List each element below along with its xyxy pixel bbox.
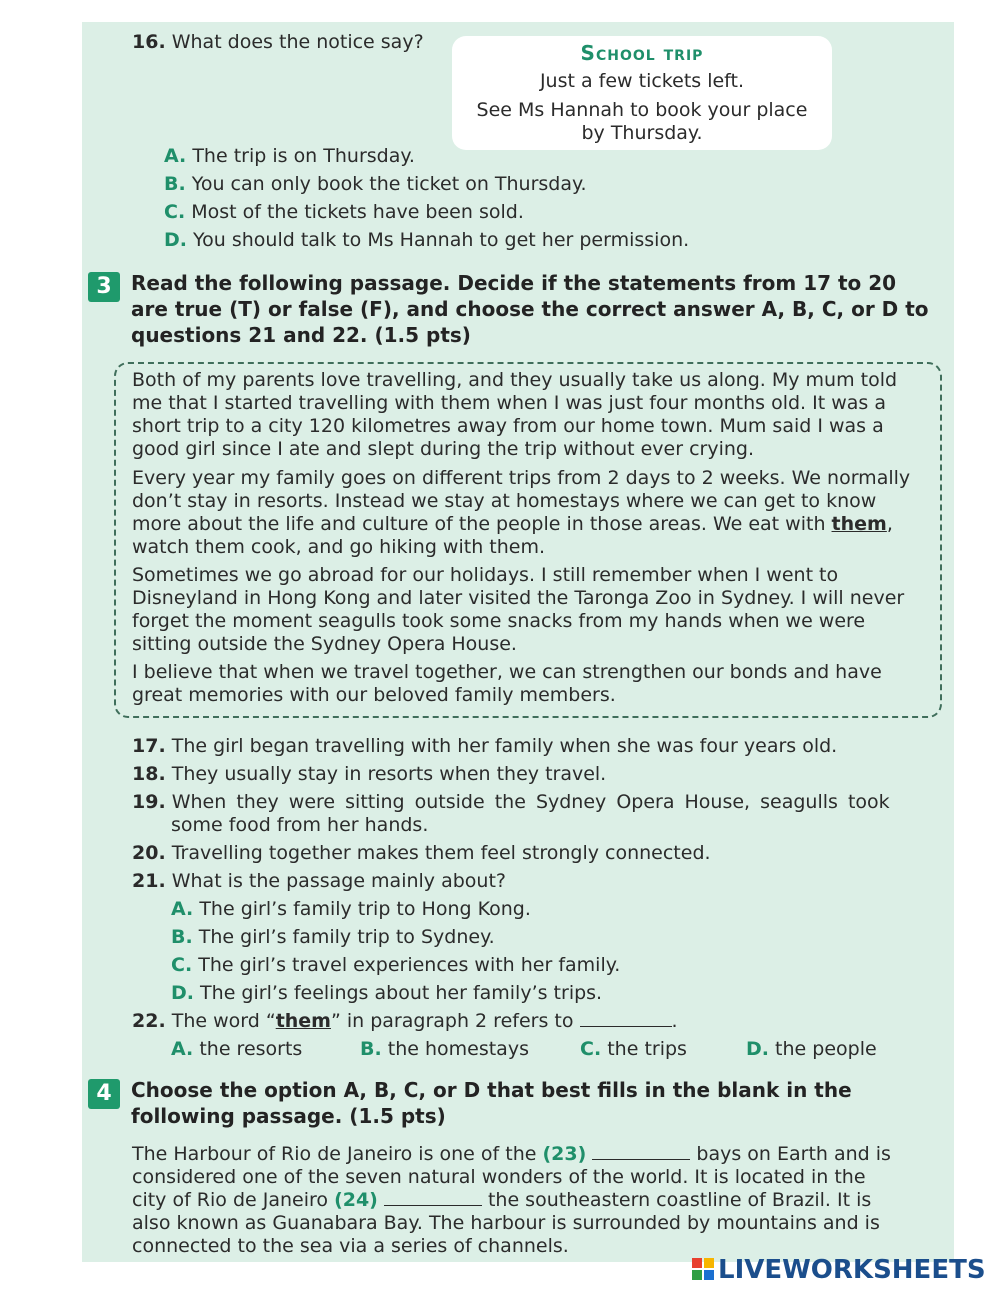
- underlined-word-them: them: [831, 513, 887, 535]
- option-b[interactable]: [164, 173, 587, 196]
- option-letter: A.: [171, 898, 194, 920]
- passage-text: The Harbour of Rio de Janeiro is one of the: [132, 1143, 543, 1165]
- passage-line: Both of my parents love travelling, and they usually take us along. My mum told: [132, 369, 898, 391]
- statement-text: Travelling together makes them feel strongly connected.: [171, 842, 711, 864]
- passage-line: short trip to a city 120 kilometres away from our home town. Mum said I was a: [132, 415, 884, 437]
- liveworksheets-logo: [692, 1255, 986, 1285]
- option-text: Most of the tickets have been sold.: [191, 201, 524, 223]
- option-b[interactable]: [171, 926, 495, 949]
- question-text: ” in paragraph 2 refers to: [330, 1010, 574, 1032]
- statement-number: 19.: [132, 791, 166, 813]
- section-4-heading: [131, 1077, 922, 1129]
- statement-18: [132, 763, 606, 786]
- statement-text: They usually stay in resorts when they travel.: [171, 763, 607, 785]
- passage-text: the southeastern coastline of Brazil. It is: [481, 1189, 872, 1211]
- question-22: [132, 1010, 678, 1033]
- option-letter: D.: [171, 982, 194, 1004]
- notice-line: See Ms Hannah to book your place: [476, 99, 808, 121]
- option-d[interactable]: [171, 982, 602, 1005]
- option-a[interactable]: [171, 1038, 302, 1061]
- passage-line: I believe that when we travel together, we can strengthen our bonds and have: [132, 661, 882, 683]
- passage-line: Disneyland in Hong Kong and later visited the Taronga Zoo in Sydney. I will never: [132, 587, 905, 609]
- heading-line: Read the following passage. Decide if the statements from 17 to 20: [131, 271, 897, 295]
- option-b[interactable]: [360, 1038, 529, 1061]
- option-letter: D.: [746, 1038, 769, 1060]
- section-3-heading: [131, 270, 929, 348]
- passage-text: city of Rio de Janeiro: [132, 1189, 335, 1211]
- question-number: 22.: [132, 1010, 166, 1032]
- question-number: 16.: [132, 31, 166, 53]
- passage-line: sitting outside the Sydney Opera House.: [132, 633, 517, 655]
- question-21: [132, 870, 506, 893]
- statement-number: 18.: [132, 763, 166, 785]
- option-text: The girl’s family trip to Hong Kong.: [199, 898, 531, 920]
- notice-line: by Thursday.: [581, 122, 703, 144]
- liveworksheets-logo-icon: [692, 1258, 714, 1280]
- statement-number: 20.: [132, 842, 166, 864]
- question-text: The word “: [171, 1010, 276, 1032]
- option-c[interactable]: [171, 954, 620, 977]
- option-text: The girl’s family trip to Sydney.: [198, 926, 495, 948]
- option-letter: D.: [164, 229, 187, 251]
- option-text: the homestays: [387, 1038, 529, 1060]
- passage-line: considered one of the seven natural wonders of the world. It is located in the: [132, 1166, 866, 1188]
- question-number: 21.: [132, 870, 166, 892]
- question-text: What is the passage mainly about?: [171, 870, 506, 892]
- option-letter: C.: [164, 201, 186, 223]
- option-text: The girl’s travel experiences with her family.: [198, 954, 621, 976]
- passage-line: Sometimes we go abroad for our holidays. I still remember when I went to: [132, 564, 839, 586]
- passage-text: bays on Earth and is: [690, 1143, 891, 1165]
- passage-line: don’t stay in resorts. Instead we stay at homestays where we can get to know: [132, 490, 877, 512]
- answer-blank-23[interactable]: [592, 1145, 690, 1160]
- section-4-badge: 4: [88, 1079, 120, 1109]
- statement-20: [132, 842, 711, 865]
- passage-paragraph-1: [132, 369, 922, 461]
- option-d[interactable]: [164, 229, 689, 252]
- statement-19: [132, 791, 922, 837]
- notice-line: Just a few tickets left.: [539, 70, 745, 92]
- blank-number-23: (23): [542, 1143, 587, 1165]
- option-letter: B.: [171, 926, 193, 948]
- passage-line: [132, 1143, 922, 1166]
- answer-blank[interactable]: [580, 1012, 672, 1027]
- blank-number-24: (24): [334, 1189, 378, 1211]
- option-text: The girl’s feelings about her family’s trips.: [200, 982, 603, 1004]
- option-d[interactable]: [746, 1038, 877, 1061]
- option-c[interactable]: [164, 201, 524, 224]
- statement-text: The girl began travelling with her family when she was four years old.: [171, 735, 838, 757]
- rio-passage: [132, 1143, 922, 1258]
- section-3-badge: 3: [88, 272, 120, 302]
- answer-blank-24[interactable]: [384, 1191, 482, 1206]
- question-text: What does the notice say?: [171, 31, 424, 53]
- passage-line: [132, 513, 922, 536]
- heading-line: questions 21 and 22. (1.5 pts): [131, 323, 471, 347]
- passage-paragraph-3: [132, 564, 922, 656]
- option-letter: A.: [171, 1038, 194, 1060]
- underlined-word-them: them: [275, 1010, 331, 1032]
- passage-paragraph-2: [132, 467, 922, 559]
- option-letter: B.: [360, 1038, 382, 1060]
- option-text: You should talk to Ms Hannah to get her permission.: [193, 229, 690, 251]
- option-text: the trips: [607, 1038, 687, 1060]
- passage-text: ,: [886, 513, 893, 535]
- passage-line: [132, 1189, 922, 1212]
- statement-text: When they were sitting outside the Sydney Opera House, seagulls took: [171, 791, 890, 813]
- statement-number: 17.: [132, 735, 166, 757]
- passage-paragraph-4: [132, 661, 922, 707]
- option-c[interactable]: [580, 1038, 687, 1061]
- option-text: You can only book the ticket on Thursday.: [191, 173, 587, 195]
- brand-name: LIVEWORKSHEETS: [718, 1255, 986, 1285]
- option-letter: C.: [171, 954, 193, 976]
- school-trip-notice: [452, 36, 832, 150]
- statement-17: [132, 735, 837, 758]
- passage-line: great memories with our beloved family members.: [132, 684, 616, 706]
- passage-text: more about the life and culture of the people in those areas. We eat with: [132, 513, 832, 535]
- passage-line: connected to the sea via a series of channels.: [132, 1235, 569, 1257]
- passage-line: also known as Guanabara Bay. The harbour is surrounded by mountains and is: [132, 1212, 880, 1234]
- statement-text: some food from her hands.: [171, 814, 429, 836]
- heading-line: following passage. (1.5 pts): [131, 1104, 446, 1128]
- option-letter: B.: [164, 173, 186, 195]
- option-letter: C.: [580, 1038, 602, 1060]
- question-text: .: [671, 1010, 678, 1032]
- option-text: the people: [775, 1038, 877, 1060]
- option-text: The trip is on Thursday.: [192, 145, 415, 167]
- question-16: [132, 31, 424, 54]
- option-text: the resorts: [199, 1038, 303, 1060]
- option-letter: A.: [164, 145, 187, 167]
- heading-line: are true (T) or false (F), and choose the correct answer A, B, C, or D to: [131, 297, 929, 321]
- notice-title: School trip: [580, 41, 704, 65]
- option-a[interactable]: [171, 898, 531, 921]
- heading-line: Choose the option A, B, C, or D that best fills in the blank in the: [131, 1078, 852, 1102]
- passage-line: forget the moment seagulls took some snacks from my hands when we were: [132, 610, 866, 632]
- passage-line: good girl since I ate and slept during the trip without ever crying.: [132, 438, 754, 460]
- option-a[interactable]: [164, 145, 415, 168]
- passage-line: me that I started travelling with them when I was just four months old. It was a: [132, 392, 886, 414]
- passage-line: Every year my family goes on different trips from 2 days to 2 weeks. We normally: [132, 467, 911, 489]
- passage-line: watch them cook, and go hiking with them.: [132, 536, 545, 558]
